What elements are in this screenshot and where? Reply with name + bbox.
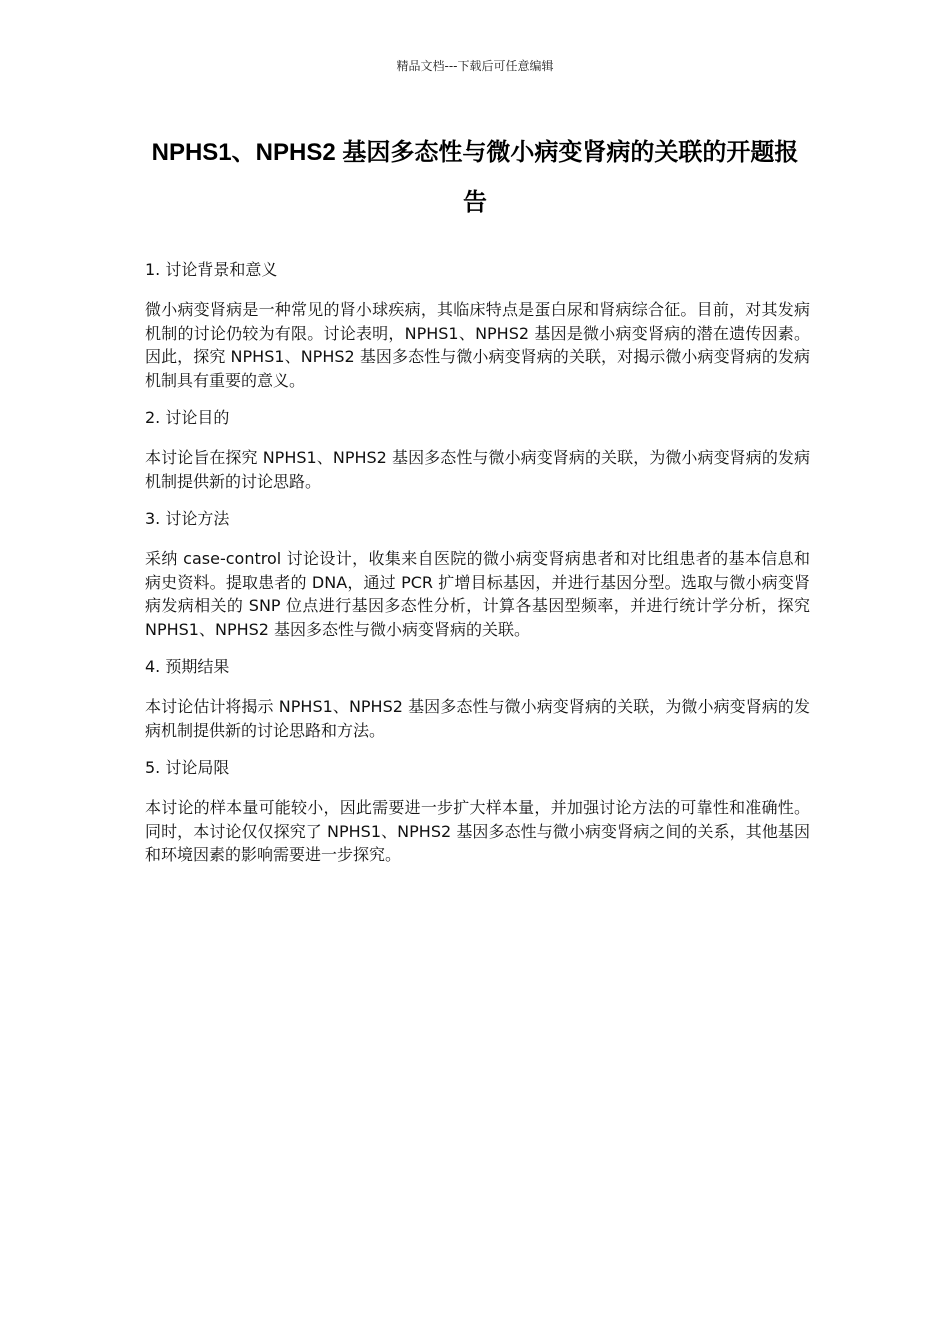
section-heading: 5. 讨论局限 (145, 758, 230, 777)
section-purpose (145, 406, 810, 493)
section-background (145, 258, 810, 392)
section-heading: 1. 讨论背景和意义 (145, 260, 278, 279)
document-title: NPHS1、NPHS2 基因多态性与微小病变肾病的关联的开题报告 (151, 139, 799, 216)
section-paragraph: 本讨论旨在探究 NPHS1、NPHS2 基因多态性与微小病变肾病的关联，为微小病变肾病的发病机制提供新的讨论思路。 (145, 448, 810, 491)
section-methods (145, 507, 810, 641)
section-paragraph: 本讨论估计将揭示 NPHS1、NPHS2 基因多态性与微小病变肾病的关联，为微小病变肾病的发病机制提供新的讨论思路和方法。 (145, 697, 810, 740)
section-limitations (145, 756, 810, 867)
section-heading: 3. 讨论方法 (145, 509, 230, 528)
document-body (145, 258, 810, 881)
page-header-note: 精品文档---下载后可任意编辑 (396, 59, 554, 73)
section-expected-results (145, 655, 810, 742)
section-heading: 4. 预期结果 (145, 657, 230, 676)
section-heading: 2. 讨论目的 (145, 408, 230, 427)
section-paragraph: 本讨论的样本量可能较小，因此需要进一步扩大样本量，并加强讨论方法的可靠性和准确性。同时，本讨论仅仅探究了 NPHS1、NPHS2 基因多态性与微小病变肾病之间的关系，其他基因和环境因素的影响需要进一步探究。 (145, 798, 810, 864)
section-paragraph: 微小病变肾病是一种常见的肾小球疾病，其临床特点是蛋白尿和肾病综合征。目前，对其发病机制的讨论仍较为有限。讨论表明，NPHS1、NPHS2 基因是微小病变肾病的潜在遗传因素。因此，探究 NPHS1、NPHS2 基因多态性与微小病变肾病的关联，对揭示微小病变肾病的发病机制具有重要的意义。 (145, 300, 810, 390)
section-paragraph: 采纳 case-control 讨论设计，收集来自医院的微小病变肾病患者和对比组患者的基本信息和病史资料。提取患者的 DNA，通过 PCR 扩增目标基因，并进行基因分型。选取与微小病变肾病发病相关的 SNP 位点进行基因多态性分析，计算各基因型频率，并进行统计学分析，探究 NPHS1、NPHS2 基因多态性与微小病变肾病的关联。 (145, 549, 810, 639)
